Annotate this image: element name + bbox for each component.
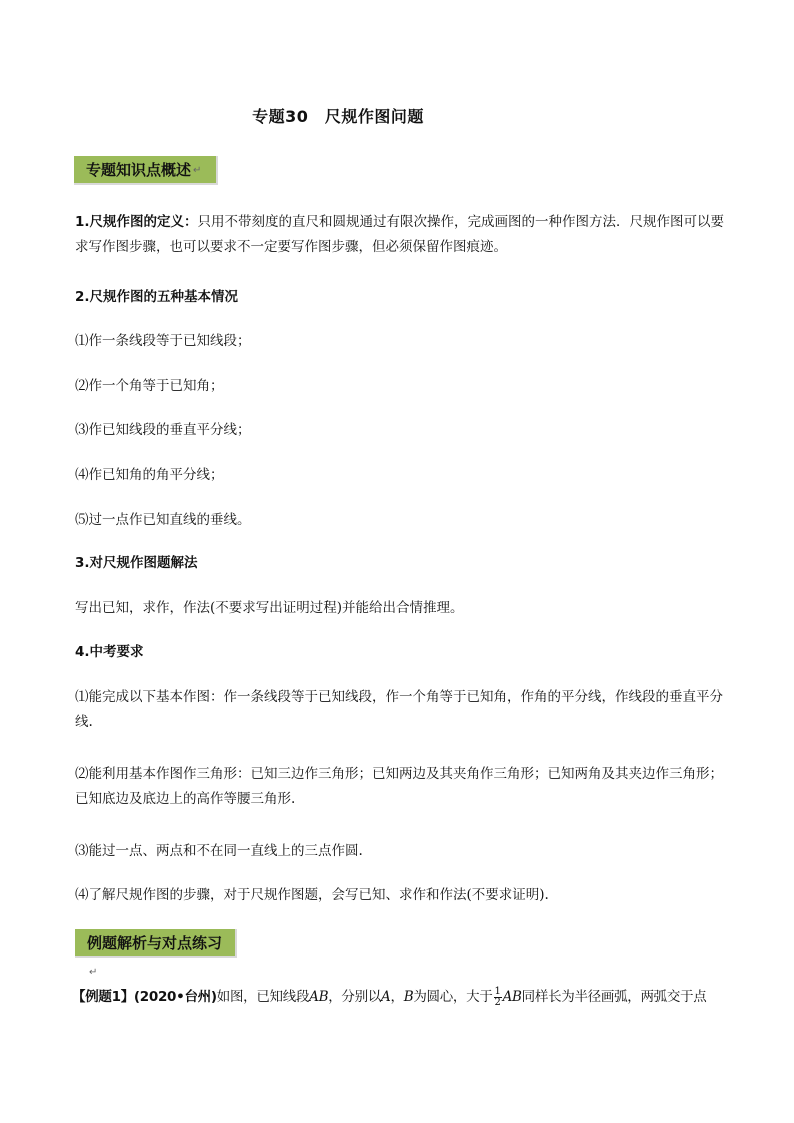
definition-paragraph: [75, 210, 725, 260]
case-item-1: ⑴作一条线段等于已知线段；: [75, 333, 251, 349]
definition-heading: 1.尺规作图的定义：: [75, 214, 198, 230]
five-cases-heading: 2.尺规作图的五种基本情况: [75, 289, 239, 305]
point-b: B: [403, 989, 414, 1005]
case-item-5: ⑸过一点作已知直线的垂线。: [75, 512, 251, 528]
section-banner-label: 例题解析与对点练习: [87, 934, 223, 952]
point-a: A: [381, 989, 391, 1005]
requirement-3: ⑶能过一点、两点和不在同一直线上的三点作圆.: [75, 843, 363, 859]
method-heading: 3.对尺规作图题解法: [75, 555, 198, 571]
segment-ab-2: AB: [502, 989, 522, 1005]
fraction-numerator: 1: [494, 986, 501, 997]
definition-text: 只用不带刻度的直尺和圆规通过有限次操作，完成画图的一种作图方法．尺规作图可以要求写作图步骤，也可以要求不一定要写作图步骤，但必须保留作图痕迹。: [75, 214, 725, 255]
example-tag: 【例题1】: [72, 989, 134, 1005]
example-source: (2020•台州): [133, 989, 217, 1005]
requirement-1: ⑴能完成以下基本作图：作一条线段等于已知线段，作一个角等于已知角，作角的平分线，作线段的垂直平分线.: [75, 689, 723, 730]
example-text-5: 同样长为半径画弧，两弧交于点: [521, 989, 707, 1005]
example-text-1: 如图，已知线段: [216, 989, 310, 1005]
example-1-text: [72, 985, 742, 1010]
example-text-2: ，分别以: [328, 989, 382, 1005]
fraction-denominator: 2: [494, 997, 501, 1008]
paragraph-mark-icon: ↵: [193, 165, 202, 176]
example-text-4: 为圆心，大于: [413, 989, 493, 1005]
segment-ab: AB: [309, 989, 329, 1005]
section-banner-label: 专题知识点概述: [86, 161, 192, 179]
exam-requirements-heading: 4.中考要求: [75, 644, 144, 660]
method-text: 写出已知，求作，作法(不要求写出证明过程)并能给出合情推理。: [75, 600, 464, 616]
case-item-4: ⑷作已知角的角平分线；: [75, 467, 224, 483]
requirement-2: ⑵能利用基本作图作三角形：已知三边作三角形；已知两边及其夹角作三角形；已知两角及其夹边作三角形；已知底边及底边上的高作等腰三角形.: [75, 766, 723, 807]
section-banner-overview: [74, 156, 218, 185]
requirement-4: ⑷了解尺规作图的步骤，对于尺规作图题，会写已知、求作和作法(不要求证明).: [75, 887, 549, 903]
case-item-3: ⑶作已知线段的垂直平分线；: [75, 422, 251, 438]
fraction-one-half: [494, 987, 502, 1008]
case-item-2: ⑵作一个角等于已知角；: [75, 378, 224, 394]
paragraph-mark-icon: ↵: [89, 967, 98, 978]
section-banner-examples: [75, 929, 237, 978]
example-text-3: ，: [390, 989, 404, 1005]
page-title: 专题30 尺规作图问题: [252, 107, 424, 126]
